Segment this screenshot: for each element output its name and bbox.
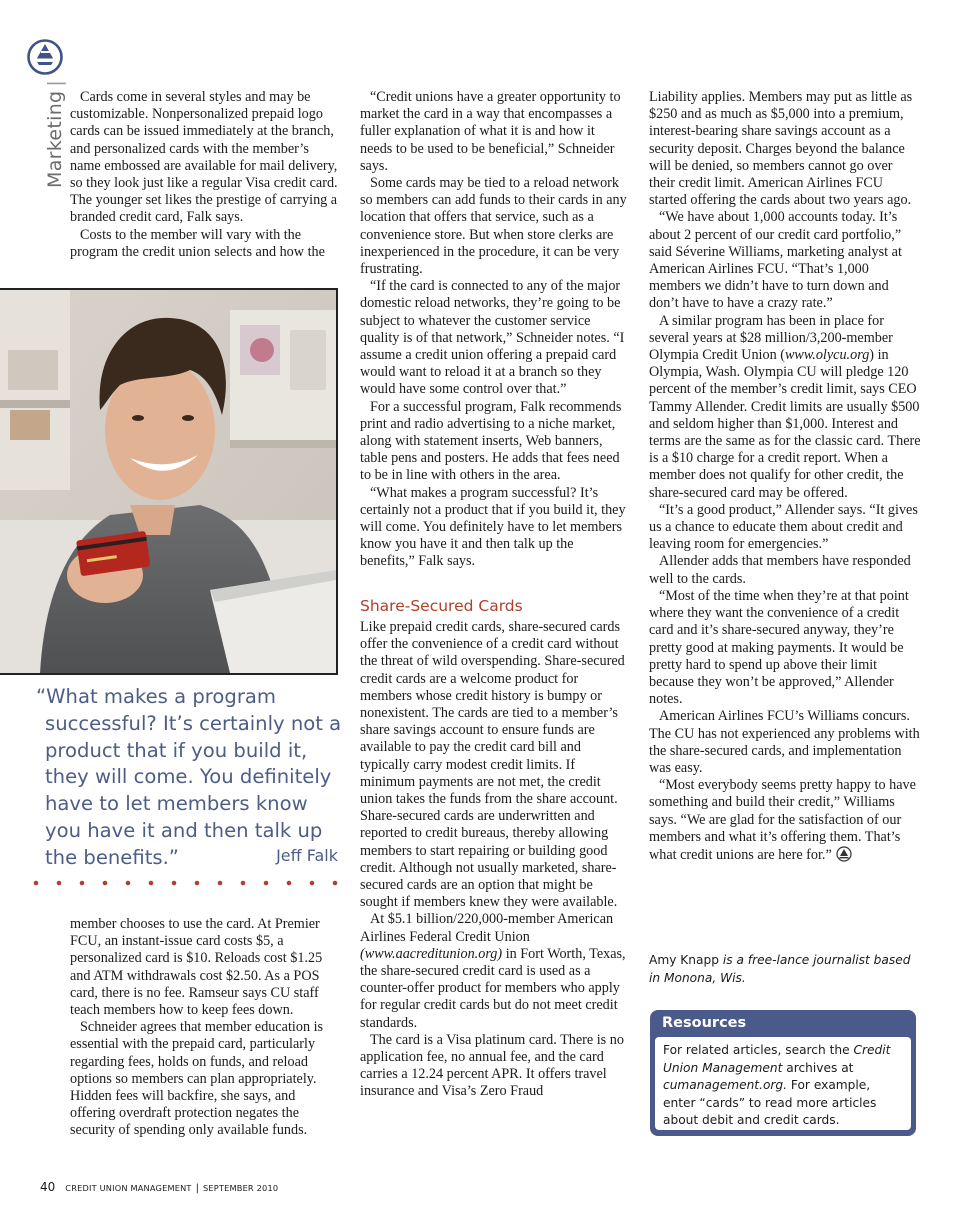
- resources-text: archives at: [782, 1060, 854, 1075]
- paragraph: Some cards may be tied to a reload network so members can add funds to their cards in any location that offers that service, such as a convenience store. But when store clerks are inexperienced in the procedure, it can be very frustrating.: [360, 175, 627, 278]
- author-bio-text: is a free-lance journalist based in Monona, Wis.: [649, 953, 911, 985]
- photo-illustration: [0, 290, 336, 673]
- paragraph-text: ) in Olympia, Wash. Olympia CU will pledge 120 percent of the member’s credit limit, says CEO Tammy Allender. Credit limits are usually $500 and seldom higher than $1,000. Interest and terms are the same as for the classic card. There is a $10 charge for a credit report. When a member does not qualify for other credit, the share-secured card may be offered.: [649, 347, 921, 501]
- paragraph: Costs to the member will vary with the program the credit union selects and how the: [70, 226, 325, 260]
- paragraph: “If the card is connected to any of the major domestic reload networks, they’re going to be subject to whatever the customer service quality is of that network,” Schneider notes. “I assume a credit union offering a prepaid card would want to reload it at a branch so they would have some control over that.”: [360, 278, 625, 398]
- pull-quote-attribution: Jeff Falk: [276, 846, 338, 865]
- paragraph-text: “Most everybody seems pretty happy to have something and build their credit,” Williams says. “We are glad for the satisfaction of our members and what it’s offering them. That’s what credit unions are here for.”: [649, 777, 916, 863]
- cu-logo-icon: [27, 39, 63, 75]
- issue-date: SEPTEMBER 2010: [203, 1183, 279, 1193]
- paragraph-text: A similar program has been in place for several years at $28 million/3,200-member Olympia Credit Union (: [649, 312, 893, 364]
- resources-box: [650, 1010, 916, 1136]
- photo-man-holding-card: [0, 288, 338, 675]
- paragraph: “It’s a good product,” Allender says. “It gives us a chance to educate them about credit and leaving room for emergencies.”: [649, 501, 918, 553]
- paragraph: [649, 313, 921, 502]
- paragraph-text: in Fort Worth, Texas, the share-secured credit card is used as a counter-offer product for members who apply for regular credit cards but do not meet credit standards.: [360, 945, 626, 1031]
- page-number: 40: [40, 1180, 56, 1194]
- paragraph: member chooses to use the card. At Premier FCU, an instant-issue card costs $5, a personalized card is $10. Reloads cost $1.25 and ATM withdrawals cost $2.50. As a POS card, there is no fee. Ramseur says CU staff teach members how to keep fees down.: [70, 916, 323, 1019]
- website-url[interactable]: cumanagement.org.: [663, 1078, 788, 1092]
- paragraph: Allender adds that members have responded well to the cards.: [649, 553, 911, 587]
- end-mark-icon: [836, 846, 852, 862]
- footer-separator: |: [195, 1183, 199, 1194]
- paragraph: “We have about 1,000 accounts today. It’s about 2 percent of our credit card portfolio,” said Séverine Williams, marketing analyst at American Airlines FCU. “That’s 1,000 members we didn’t have to turn down and don’t have to have a crazy rate.”: [649, 209, 902, 312]
- website-url: (www.aacreditunion.org): [360, 945, 503, 962]
- section-label: Marketing: [44, 90, 66, 188]
- website-url: www.olycu.org: [784, 347, 870, 364]
- column-1-top: [70, 89, 342, 261]
- resources-body: [655, 1037, 911, 1130]
- page-footer: [40, 1176, 278, 1195]
- paragraph: [649, 777, 921, 864]
- paragraph: “Most of the time when they’re at that point where they want the convenience of a credit card and it’s share-secured anyway, they’re pretty good at making payments. It would be pretty hard to spend up above their limit because they won’t be approved,” Allender notes.: [649, 587, 909, 708]
- publication-name: Credit Union Management: [663, 1043, 891, 1075]
- author-name: Amy Knapp: [649, 953, 719, 967]
- paragraph: Like prepaid credit cards, share-secured cards offer the convenience of a credit card without the threat of wild overspending. Share-secured credit cards are a welcome product for members whose credit history is bumpy or nonexistent. The cards are tied to a member’s share savings account to ensure funds are available to pay the credit card bill and typically carry modest credit limits. If minimum payments are not met, the credit union takes the funds from the share account. Share-secured cards are underwritten and reported to credit bureaus, thereby allowing members to start repairing or building good credit. Although not usually marketed, share-secured cards are an option that might be sought if members knew they were available.: [360, 618, 625, 911]
- paragraph: “What makes a program successful? It’s certainly not a product that if you build it, they will come. You definitely have to let members know you have it and then talk up the benefits,” Falk says.: [360, 484, 626, 570]
- resources-text: For related articles, search the: [663, 1043, 854, 1057]
- paragraph: [360, 911, 630, 1031]
- paragraph: “Credit unions have a greater opportunity to market the card in a way that encompasses a fuller explanation of what it is and how it needs to be used to be beneficial,” Schneider says.: [360, 89, 621, 174]
- paragraph: Schneider agrees that member education is essential with the prepaid card, particularly regarding fees, holds on funds, and reload options so members can plan appropriately. Hidden fees will backfire, she says, and offering overdraft protection negates the security of spending only available funds.: [70, 1019, 324, 1139]
- resources-title: Resources: [662, 1015, 747, 1031]
- author-bio: [649, 951, 924, 987]
- publication-title: CREDIT UNION MANAGEMENT: [65, 1183, 192, 1193]
- paragraph: Cards come in several styles and may be customizable. Nonpersonalized prepaid logo cards can be issued immediately at the branch, and personalized cards with the member’s name embossed are available for mail delivery, so they look just like a regular Visa credit card. The younger set likes the prestige of carrying a branded credit card, Falk says.: [70, 89, 338, 226]
- column-3: [649, 89, 921, 864]
- paragraph-text: At $5.1 billion/220,000-member American Airlines Federal Credit Union: [360, 911, 614, 945]
- column-1-bottom: [70, 916, 342, 1140]
- column-2: [360, 89, 630, 1101]
- paragraph: For a successful program, Falk recommends print and radio advertising to a niche market, along with statement inserts, Web banners, table pens and posters. He adds that fees need to be in line with others in the area.: [360, 398, 622, 484]
- section-tab: Marketing|: [44, 79, 66, 188]
- subhead-share-secured: Share-Secured Cards: [360, 596, 523, 615]
- paragraph: American Airlines FCU’s Williams concurs. The CU has not experienced any problems with the share-secured cards, and implementation was easy.: [649, 708, 920, 776]
- resources-text: For example, enter “cards” to read more articles about debit and credit cards.: [663, 1078, 877, 1127]
- dotted-divider: [30, 876, 345, 890]
- pull-quote: “What makes a program successful? It’s certainly not a product that if you build it, they will come. You definitely have to let members know you have it and then talk up the benefits.”: [36, 685, 342, 869]
- paragraph: Liability applies. Members may put as little as $250 and as much as $5,000 into a premium, interest-bearing share savings account as a security deposit. Charges beyond the balance will be denied, so members cannot go over their credit limit. American Airlines FCU started offering the cards about two years ago.: [649, 89, 913, 209]
- paragraph: The card is a Visa platinum card. There is no application fee, no annual fee, and the card carries a 12.24 percent APR. It offers travel insurance and Visa’s Zero Fraud: [360, 1031, 624, 1100]
